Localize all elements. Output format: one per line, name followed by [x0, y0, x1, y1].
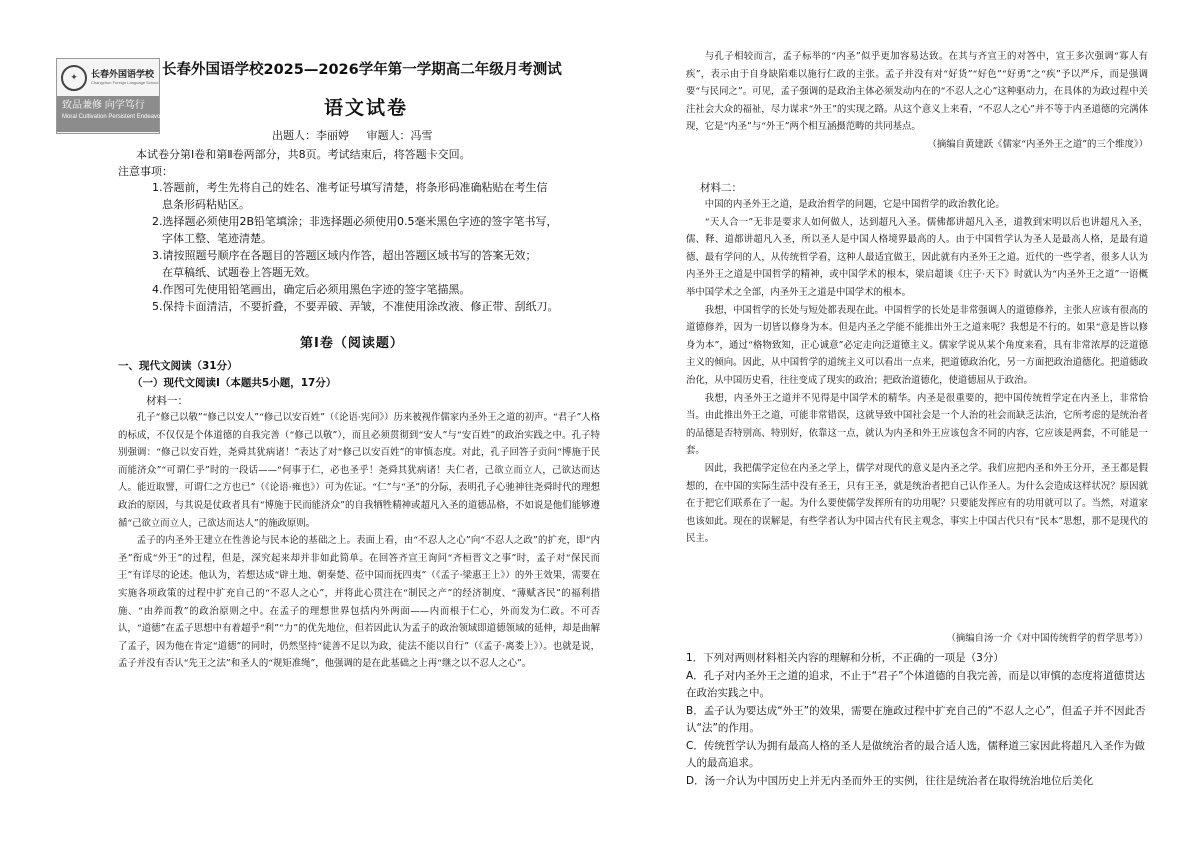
authors-line — [272, 127, 447, 143]
paragraph: 因此，我把儒学定位在内圣之学上，儒学对现代的意义是内圣之学。我们应把内圣和外王分开，圣王都是假想的，在中国的实际生活中没有圣王，只有王圣，就是统治者把自己认作圣人。为什么会造成这样状况？原因就在于把它们联系在了一起。为什么要使儒学发挥所有的功用呢？只要能发挥应有的功用就可以了。当然，对道家也该如此。现在的误解是，有些学者认为中国古代有民主观念，事实上中国古代只有“民本”思想，那不是现代的民主。 — [686, 462, 1148, 545]
setter: 出题人：李丽婷 — [272, 129, 349, 142]
paper-title: 语文试卷 — [324, 97, 409, 119]
paragraph: 孔子“修己以敬”“修己以安人”“修己以安百姓”（《论语·宪问》）历来被视作儒家内圣外王之道的初声。“君子”人格的标成，不仅仅是个体道德的自我完善（“修己以敬”），而且必须贯彻到“安人”与“安百姓”的政治实践之中。孔子特别强调：“修己以安百姓，尧舜其犹病诸！”表达了对“修己以安百姓”的审慎态度。对此，孔子回答子贡问“博施于民而能济众”“可谓仁乎”时的一段话——“何事于仁，必也圣乎！尧舜其犹病诸！夫仁者，己欲立而立人，己欲达而达人。能近取譬，可谓仁之方也已”（《论语·雍也》）可为佐证。“仁”与“圣”的分际，表明孔子心驰神往尧舜时代的理想政治的原因，与其说是仗政者具有“博施于民而能济众”的自我牺牲精神或超凡入圣的道德品格，不如说是他们能够遵循“己欲立而立人，己欲达而达人”的施政原则。 — [118, 412, 600, 529]
subsection-heading: （一）现代文阅读Ⅰ（本题共5小题，17分） — [132, 377, 337, 389]
material1-left-text — [118, 409, 600, 673]
section-heading: 一、现代文阅读（31分） — [118, 360, 238, 372]
paragraph: 我想，中国哲学的长处与短处都表现在此。中国哲学的长处是非常强调人的道德修养，主张人应该有很高的道德修养，因为一切皆以修身为本。但是内圣之学能不能推出外王之道来呢？我想是不行的。如果“意是皆以修身为本”，通过“格物致知，正心诚意”必定走向泛道德主义。儒家学说从某个角度来看，具有非常浓厚的泛道德主义的倾向。因此，从中国哲学的道统主义可以看出一点来，把道德政治化，另一方面把政治道德化。把道德政治化，从中国历史看，往往变成了现实的政治；把政治道德化，使道德屈从于政治。 — [686, 304, 1148, 386]
paragraph: 中国的内圣外王之道，是政治哲学的问题，它是中国哲学的政治教化论。 — [704, 199, 1005, 210]
notice-item-cont: 在草稿纸、试题卷上答题无效。 — [162, 266, 316, 279]
school-logo — [56, 58, 163, 134]
question-1 — [686, 650, 1148, 790]
option-a: A．孔子对内圣外王之道的追求，不止于“君子”个体道德的自我完善，而是以审慎的态度将道德贯达在政治实践之中。 — [686, 669, 1146, 699]
notice-item-cont: 字体工整、笔迹清楚。 — [162, 232, 272, 245]
source-citation: （摘编自黄建跃《儒家“内圣外王之道”的三个维度》） — [927, 138, 1148, 150]
logo-school-name-en: Changchun Foreign Language School — [91, 80, 159, 85]
notice-item: 3.请按照题号顺序在各题目的答题区域内作答，超出答题区域书写的答案无效； — [152, 249, 537, 262]
paragraph: “天人合一”无非是要求人如何做人，达到超凡入圣。儒佛都讲超凡入圣，道教到宋明以后也讲超凡入圣，儒、释、道都讲超凡入圣，所以圣人是中国人格境界最高的人。由于中国哲学认为圣人是最高人格，是最有道德、最有学问的人，从传统哲学看，这种人最适宜做王，因此就有内圣外王之道。近代的一些学者，很多人认为内圣外王之道是中国哲学的精神，或中国学术的根本，梁启超谈《庄子·天下》时就认为“内圣外王之道”一语概举中国学术之全部，内圣外王之道是中国学术的根本。 — [686, 216, 1148, 298]
source-citation: （摘编自汤一介《对中国传统哲学的哲学思考》） — [946, 633, 1148, 644]
question-stem: 1．下列对两则材料相关内容的理解和分析，不正确的一项是（3分） — [686, 652, 1004, 664]
notice-title: 注意事项： — [118, 165, 173, 178]
paragraph: 孟子的内圣外王建立在性善论与民本论的基础之上。表面上看，由“不忍人之心”向“不忍人之政”的扩充，即“内圣”衔成“外王”的过程，但是，深究起来却并非如此简单。在回答齐宣王询问“齐桓晋文之事”时，孟子对“保民而王”有详尽的论述。他认为，若想达成“辟土地、朝秦楚、莅中国而抚四夷”（《孟子·梁惠王上》）的外王效果，需要在实施各项政策的过程中扩充自己的“不忍人之心”，并将此心贯注在“制民之产”的经济制度、“薄赋吝民”的福利措施、“由养而教”的政治原则之中。在孟子的理想世界包括内外两面——内而根于仁心，外而发为仁政。不可否认，“道德”在孟子思想中有着超乎“利”“力”的优先地位，但若因此认为孟子的政治领域即道德领域的延伸，却是曲解了孟子，因为他在肯定“道德”的同时，仍然坚持“徒善不足以为政，徒法不能以自行”（《孟子·离娄上》）。也就是说，孟子并没有否认“先王之法”和圣人的“规矩准绳”，他强调的是在此基础之上再“继之以不忍人之心”。 — [118, 535, 600, 670]
option-b: B．孟子认为要达成“外王”的效果，需要在施政过程中扩充自己的“不忍人之心”，但孟子并不因此否认“法”的作用。 — [686, 704, 1146, 734]
paragraph: 我想，内圣外王之道并不见得是中国学术的精华。内圣是很重要的，把中国传统哲学定在内圣上，非常恰当。由此推出外王之道，可能非常错误，这就导致中国社会是一个人治的社会而缺乏法治，它所考虑的是统治者的品德是否特别高、特别好，依靠这一点，就认为内圣和外王应该包含不同的内容，它应该是两套，不可能是一套。 — [686, 392, 1148, 457]
material2-text — [686, 196, 1148, 548]
notice-item-cont: 息条形码粘贴区。 — [162, 198, 250, 211]
logo-motto-en: Moral Cultivation Persistent Endeavor — [62, 114, 163, 120]
school-seal-icon: ✦ — [61, 65, 87, 91]
option-c: C．传统哲学认为拥有最高人格的圣人是做统治者的最合适人选，儒释道三家因此将超凡入圣作为做人的最高追求。 — [686, 739, 1145, 769]
notice-list — [152, 180, 602, 316]
reviewer: 审题人：冯雪 — [366, 129, 433, 142]
logo-school-name: 长春外国语学校 — [91, 70, 155, 80]
exam-intro: 本试卷分第Ⅰ卷和第Ⅱ卷两部分，共8页。考试结束后，将答题卡交回。 — [136, 148, 471, 161]
material1-right-text — [686, 48, 1148, 153]
logo-motto-band — [57, 96, 163, 132]
material1-label: 材料一： — [146, 395, 188, 407]
logo-text — [91, 70, 158, 85]
part1-title: 第Ⅰ卷（阅读题） — [300, 336, 404, 351]
notice-item: 2.选择题必须使用2B铅笔填涂；非选择题必须使用0.5毫米黑色字迹的签字笔书写， — [152, 215, 558, 228]
exam-title: 长春外国语学校2025—2026学年第一学期高二年级月考测试 — [162, 62, 562, 78]
option-d: D．汤一介认为中国历史上并无内圣而外王的实例，往往是统治者在取得统治地位后美化 — [686, 774, 1094, 787]
logo-top — [57, 59, 159, 96]
material2-label: 材料二： — [700, 182, 742, 194]
paragraph: 与孔子相较而言，孟子标举的“内圣”似乎更加容易达致。在其与齐宣王的对答中，宣王多次强调“寡人有疾”，表示由于自身缺陷难以施行仁政的主张。孟子并没有对“好货”“好色”“好勇”之“疾”予以严斥，而是强调要“与民同之”。可见，孟子强调的是政治主体必须发动内在的“不忍人之心”这种驱动力，在具体的为政过程中关注社会大众的福祉，尽力谋求“外王”的实现之路。从这个意义上来看，“不忍人之心”并不等于内圣道德的完满体现，它是“内圣”与“外王”两个相互涵摄范畴的共同基点。 — [686, 51, 1148, 133]
notice-item: 5.保持卡面清洁，不要折叠，不要弄破、弄皱，不准使用涂改液、修正带、刮纸刀。 — [152, 300, 559, 313]
logo-motto: 致品兼修 向学笃行 — [62, 100, 145, 111]
notice-item: 4.作图可先使用铅笔画出，确定后必须用黑色字迹的签字笔描黑。 — [152, 283, 471, 296]
notice-item: 1.答题前，考生先将自己的姓名、准考证号填写清楚，将条形码准确粘贴在考生信 — [152, 181, 548, 194]
